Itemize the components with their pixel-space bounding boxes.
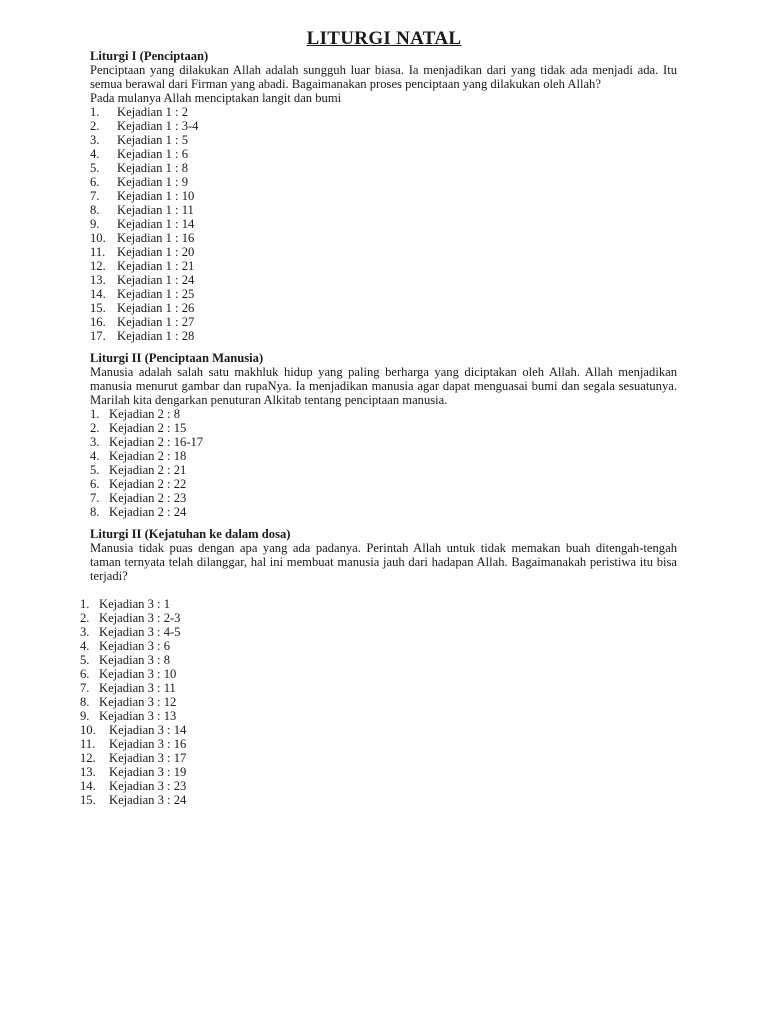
list-item-text: Kejadian 2 : 23 [109,491,187,505]
list-item-text: Kejadian 1 : 8 [117,161,188,175]
list-item-number: 10. [90,231,106,245]
list-item [90,435,677,449]
list-item-text: Kejadian 3 : 4-5 [99,625,181,639]
list-item [90,463,677,477]
list-item [80,597,677,611]
list-item [90,217,677,231]
section2-heading: Liturgi II (Penciptaan Manusia) [90,351,264,365]
list-item-number: 12. [90,259,106,273]
list-item [80,737,677,751]
list-item [80,667,677,681]
list-item-text: Kejadian 2 : 15 [109,421,187,435]
list-item [90,477,677,491]
list-item [90,231,677,245]
list-item-number: 5. [90,161,100,175]
document-body [80,49,677,807]
list-item-text: Kejadian 1 : 21 [117,259,195,273]
list-item-text: Kejadian 3 : 13 [99,709,177,723]
list-item [90,491,677,505]
list-item [80,793,677,807]
list-item [90,287,677,301]
list-item-number: 16. [90,315,106,329]
section1-list [90,105,677,343]
list-item-number: 4. [90,147,100,161]
list-item-number: 7. [80,681,90,695]
list-item-number: 14. [80,779,96,793]
list-item-number: 2. [90,421,100,435]
list-item-text: Kejadian 1 : 6 [117,147,188,161]
list-item [90,315,677,329]
list-item-text: Kejadian 2 : 22 [109,477,187,491]
list-item-text: Kejadian 2 : 18 [109,449,187,463]
list-item-number: 6. [80,667,90,681]
list-item-number: 11. [90,245,106,259]
list-item [80,723,677,737]
list-item-text: Kejadian 3 : 12 [99,695,177,709]
list-item [80,681,677,695]
list-item-text: Kejadian 2 : 21 [109,463,187,477]
section3-heading: Liturgi II (Kejatuhan ke dalam dosa) [90,527,291,541]
list-item-number: 2. [90,119,100,133]
list-item-text: Kejadian 1 : 10 [117,189,195,203]
list-item [90,329,677,343]
list-item [90,189,677,203]
section1-paragraph: Penciptaan yang dilakukan Allah adalah sungguh luar biasa. Ia menjadikan dari yang tidak ada menjadi ada. Itu semua berawal dari Firman yang abadi. Bagaimanakan proses penciptaan yang dilakukan oleh Allah? [90,63,677,91]
list-item-text: Kejadian 1 : 25 [117,287,195,301]
list-item-text: Kejadian 1 : 11 [117,203,194,217]
section1-intro: Pada mulanya Allah menciptakan langit dan bumi [90,91,342,105]
list-item-text: Kejadian 3 : 1 [99,597,170,611]
list-item [90,175,677,189]
list-item-number: 3. [80,625,90,639]
list-item-text: Kejadian 3 : 24 [109,793,187,807]
list-item-number: 9. [80,709,90,723]
list-item [90,161,677,175]
section2-paragraph: Manusia adalah salah satu makhluk hidup yang paling berharga yang diciptakan oleh Allah. Allah menjadikan manusia menurut gambar dan rupaNya. Ia menjadikan manusia agar dapat menguasai bumi dan segala sesuatunya. Marilah kita dengarkan penuturan Alkitab tentang penciptaan manusia. [90,365,677,407]
list-item-number: 11. [80,737,96,751]
list-item-text: Kejadian 3 : 17 [109,751,187,765]
list-item-number: 10. [80,723,96,737]
list-item-text: Kejadian 3 : 11 [99,681,176,695]
list-item-text: Kejadian 1 : 5 [117,133,188,147]
list-item-text: Kejadian 3 : 19 [109,765,187,779]
list-item-number: 4. [80,639,90,653]
list-item-number: 12. [80,751,96,765]
list-item-number: 6. [90,477,100,491]
list-item [90,259,677,273]
list-item-text: Kejadian 3 : 8 [99,653,170,667]
list-item [90,119,677,133]
list-item [80,751,677,765]
list-item-text: Kejadian 3 : 14 [109,723,187,737]
list-item [80,639,677,653]
list-item-number: 8. [90,203,100,217]
list-item [90,105,677,119]
list-item [80,709,677,723]
list-item-number: 13. [90,273,106,287]
list-item-number: 13. [80,765,96,779]
list-item-text: Kejadian 3 : 10 [99,667,177,681]
document-title: LITURGI NATAL [306,28,462,49]
list-item [80,653,677,667]
list-item-text: Kejadian 2 : 24 [109,505,187,519]
list-item-text: Kejadian 2 : 8 [109,407,180,421]
list-item-text: Kejadian 1 : 24 [117,273,195,287]
list-item-number: 7. [90,491,100,505]
list-item-number: 1. [90,407,100,421]
list-item [90,133,677,147]
list-item [90,505,677,519]
list-item [90,421,677,435]
list-item-number: 14. [90,287,106,301]
list-item-text: Kejadian 1 : 20 [117,245,195,259]
list-item-number: 7. [90,189,100,203]
list-item-number: 4. [90,449,100,463]
list-item [80,611,677,625]
list-item [90,203,677,217]
section2-list [90,407,677,519]
list-item-text: Kejadian 3 : 6 [99,639,170,653]
list-item-text: Kejadian 3 : 23 [109,779,187,793]
list-item-number: 9. [90,217,100,231]
list-item-number: 6. [90,175,100,189]
list-item-number: 8. [80,695,90,709]
list-item [90,301,677,315]
list-item-number: 3. [90,435,100,449]
list-item-number: 5. [90,463,100,477]
section3-paragraph: Manusia tidak puas dengan apa yang ada padanya. Perintah Allah untuk tidak memakan buah ditengah-tengah taman ternyata telah dilanggar, hal ini membuat manusia jauh dari hadapan Allah. Bagaimanakah peristiwa itu bisa terjadi? [90,541,677,583]
list-item-number: 3. [90,133,100,147]
list-item-number: 8. [90,505,100,519]
list-item-number: 5. [80,653,90,667]
section1-heading: Liturgi I (Penciptaan) [90,49,209,63]
list-item [90,245,677,259]
list-item-text: Kejadian 1 : 26 [117,301,195,315]
list-item [80,695,677,709]
list-item [90,407,677,421]
list-item-text: Kejadian 1 : 2 [117,105,188,119]
list-item [80,765,677,779]
list-item-number: 1. [80,597,90,611]
list-item-text: Kejadian 1 : 28 [117,329,195,343]
list-item-text: Kejadian 1 : 16 [117,231,195,245]
list-item-number: 15. [80,793,96,807]
list-item-text: Kejadian 2 : 16-17 [109,435,204,449]
list-item [90,273,677,287]
list-item-text: Kejadian 3 : 16 [109,737,187,751]
list-item-text: Kejadian 3 : 2-3 [99,611,181,625]
list-item [90,449,677,463]
list-item-text: Kejadian 1 : 14 [117,217,195,231]
list-item-text: Kejadian 1 : 9 [117,175,188,189]
list-item-number: 15. [90,301,106,315]
list-item-number: 1. [90,105,100,119]
list-item-text: Kejadian 1 : 27 [117,315,195,329]
list-item [80,625,677,639]
list-item [80,779,677,793]
section3-list [80,597,677,807]
list-item [90,147,677,161]
list-item-number: 2. [80,611,90,625]
list-item-number: 17. [90,329,106,343]
list-item-text: Kejadian 1 : 3-4 [117,119,199,133]
